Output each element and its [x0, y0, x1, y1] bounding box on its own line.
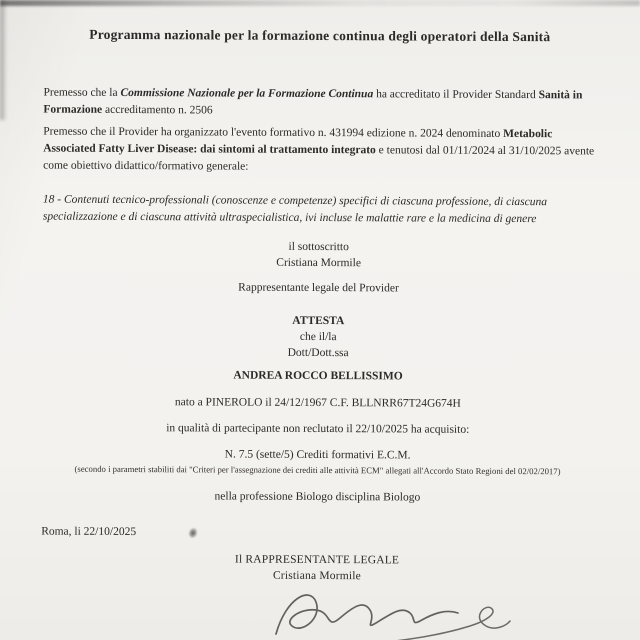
commission-name: Commissione Nazionale per la Formazione Continua	[120, 86, 374, 101]
che-il-la: che il/la	[299, 330, 337, 343]
premise-1-text-b: ha accreditato il Provider Standard	[373, 88, 539, 102]
premise-2-text-b: e tenutosi dal 01/11/2024 al 31/10/2025 avente come obiettivo didattico/formativo generale:	[43, 144, 595, 173]
premise-1	[43, 85, 595, 121]
birth-and-fiscal-code: nato a PINEROLO il 24/12/1967 C.F. BLLNRR67T24G674H	[174, 395, 461, 410]
handwritten-signature	[262, 580, 512, 640]
place-and-date: Roma, li 22/10/2025	[41, 525, 137, 538]
participation-line: in qualità di partecipante non reclutato il 22/10/2025 ha acquisito:	[166, 422, 470, 436]
premise-2	[43, 124, 595, 177]
attesta-block	[42, 311, 594, 362]
undersigned-label: il sottoscritto	[288, 240, 349, 253]
profession-line: nella professione Biologo disciplina Biologo	[214, 490, 421, 504]
event-title: Metabolic Associated Fatty Liver Disease: dai sintomi al trattamento integrato	[43, 128, 553, 157]
legal-representative-name: Cristiana Mormile	[272, 570, 362, 583]
document-title: Programma nazionale per la formazione continua degli operatori della Sanità	[89, 26, 551, 45]
premise-1-text-c: accreditamento n. 2506	[102, 103, 213, 117]
training-objective: 18 - Contenuti tecnico-professionali (conoscenze e competenze) specifici di ciascuna professione, di ciascuna specializzazione e di ciascuna attività ultraspecialistica, ivi incluse le malattie rare e la medicina di genere	[42, 193, 548, 226]
premise-1-text-a: Premesso che la	[43, 86, 121, 99]
dott-label: Dott/Dott.ssa	[287, 346, 349, 359]
premise-2-text-a: Premesso che il Provider ha organizzato l'evento formativo n. 431994 edizione n. 2024 denominato	[43, 125, 504, 141]
credits-line: N. 7.5 (sette/5) Crediti formativi E.C.M.	[224, 448, 411, 462]
legal-representative-title: Il RAPPRESENTANTE LEGALE	[234, 553, 400, 567]
undersigned-name: Cristiana Mormile	[276, 256, 361, 270]
representative-label: Rappresentante legale del Provider	[238, 281, 399, 295]
attesta-heading: ATTESTA	[292, 314, 345, 327]
provider-name: Sanità in Formazione	[43, 89, 583, 116]
credits-note: (secondo i parametri stabiliti dai "Criteri per l'assegnazione dei crediti alle attività ECM" allegati all'Accordo Stato Regioni del 02/02/2017)	[74, 463, 561, 476]
participant-name: ANDREA ROCCO BELLISSIMO	[233, 369, 403, 383]
undersigned-block	[43, 237, 595, 272]
